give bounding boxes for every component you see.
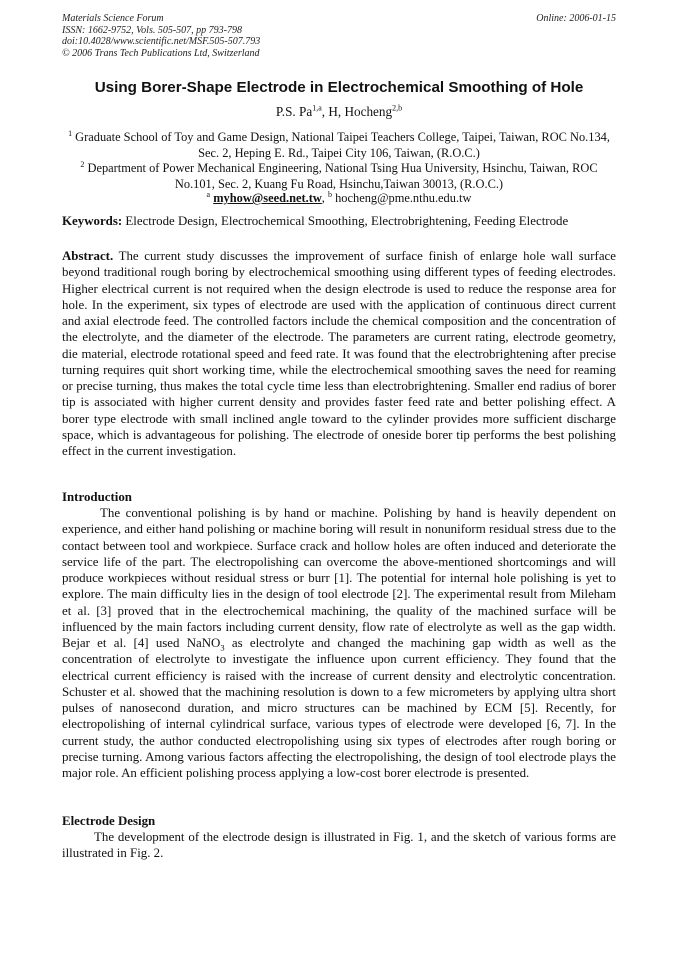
author-2-name: Hocheng — [344, 104, 393, 119]
affiliation-1-text: Graduate School of Toy and Game Design, National Taipei Teachers College, Taipei, Taiwan, ROC No.134, Sec. 2, Heping E. Rd., Taipei City 106, Taiwan, (R.O.C.) — [75, 130, 610, 160]
affiliation-1 — [62, 130, 616, 161]
issn-line: ISSN: 1662-9752, Vols. 505-507, pp 793-798 — [62, 24, 242, 36]
author-2-sup: 2,b — [392, 103, 403, 113]
keywords-label: Keywords: — [62, 214, 123, 228]
introduction-heading: Introduction — [62, 490, 132, 504]
affiliation-2 — [62, 161, 616, 192]
email-b-sup: b — [328, 189, 332, 199]
affiliation-1-number: 1 — [68, 128, 73, 138]
email-b-link[interactable]: hocheng@pme.nthu.edu.tw — [335, 191, 472, 205]
email-a-sup: a — [206, 189, 211, 199]
author-1-sup: 1,a — [312, 103, 322, 113]
introduction-text-1: The conventional polishing is by hand or machine. Polishing by hand is heavily dependent on experience, and either hand polishing or machine boring will result in nonuniform residual stress due to the contact between tool and workpiece. Surface crack and hollow holes are often induced and deteriorate the service life of the part. The electropolishing can overcome the above-mentioned shortcomings and will produce workpieces without residual stress or burr [1]. The potential for internal hole polishing is yet to explore. The main difficulty lies in the design of tool electrode [2]. The experimental result from Mileham et al. [3] proved that in the electrochemical machining, the quality of the machined surface will be influenced by the main factors including current density, flow rate of electrolyte as well as the gap width. Bejar et al. [4] used NaNO — [62, 506, 616, 650]
keywords — [62, 213, 616, 229]
affiliation-2-text: Department of Power Mechanical Engineering, National Tsing Hua University, Hsinchu, Taiwan, ROC No.101, Sec. 2, Kuang Fu Road, Hsinchu,Taiwan 30013, (R.O.C.) — [87, 161, 598, 191]
email-a-link[interactable]: myhow@seed.net.tw — [213, 191, 322, 205]
electrode-design-paragraph: The development of the electrode design is illustrated in Fig. 1, and the sketch of various forms are illustrated in Fig. 2. — [62, 830, 616, 861]
keywords-text: Electrode Design, Electrochemical Smoothing, Electrobrightening, Feeding Electrode — [125, 214, 569, 228]
paper-title: Using Borer-Shape Electrode in Electrochemical Smoothing of Hole — [94, 79, 584, 96]
email-line — [62, 191, 616, 206]
abstract — [62, 248, 616, 459]
nano3-subscript: 3 — [220, 642, 225, 653]
abstract-text: The current study discusses the improvement of surface finish of enlarge hole wall surface beyond traditional rough boring by electrochemical smoothing using different types of feeding electrodes. Higher electrical current is not required when the design electrode is used to reduce the response area for hole. In the experiment, six types of electrode are used with the application of continuous direct current and axial electrode feed. The controlled factors include the chemical composition and the concentration of the electrolyte, and the diameter of the electrode. The parameters are current rating, electrode geometry, die material, electrode rotational speed and feed rate. It was found that the electrobrightening after precise turning requires quit short working time, while the electrochemical smoothing saves the need for reaming or precise turning, thus makes the total cycle time less than electrobrightening. Smaller end radius of borer tip is associated with higher current density and provides faster feed rate and better polishing effect. A borer type electrode with small inclined angle toward to the cylinder provides more sufficient discharge space, which is advantageous for polishing. The electrode of oneside borer tip performs the best polishing effect in the current investigation. — [62, 249, 616, 458]
journal-name: Materials Science Forum — [62, 13, 164, 24]
online-date: Online: 2006-01-15 — [536, 13, 616, 24]
abstract-label: Abstract. — [62, 249, 114, 263]
copyright-line: © 2006 Trans Tech Publications Ltd, Switzerland — [62, 47, 260, 59]
affiliation-2-number: 2 — [80, 159, 85, 169]
email-separator: , — [321, 191, 328, 205]
journal-header — [62, 13, 260, 59]
author-line — [40, 104, 638, 120]
introduction-paragraph — [62, 505, 616, 781]
author-1-name: P.S. Pa — [275, 104, 313, 119]
introduction-text-2: as electrolyte and changed the machining gap width as well as the concentration of electrolyte to investigate the influence upon current efficiency. They found that the electrical current efficiency is raised with the increase of current density and electrolytic concentration. Schuster et al. showed that the machining resolution is down to a few micrometers by applying ultra short pulses of nanosecond duration, and micro structures can be machined by ECM [5]. Recently, for electropolishing of internal cylindrical surface, various types of electrode were developed [6, 7]. In the current study, the author conducted electropolishing using six types of electrodes after rough boring or precise turning. Among various factors affecting the electropolishing, the design of tool electrode plays the major role. An efficient polishing process applying a low-cost borer electrode is presented. — [62, 636, 616, 780]
electrode-design-heading: Electrode Design — [62, 814, 156, 828]
author-separator: , H, — [321, 104, 345, 119]
doi-line: doi:10.4028/www.scientific.net/MSF.505-507.793 — [62, 36, 261, 47]
